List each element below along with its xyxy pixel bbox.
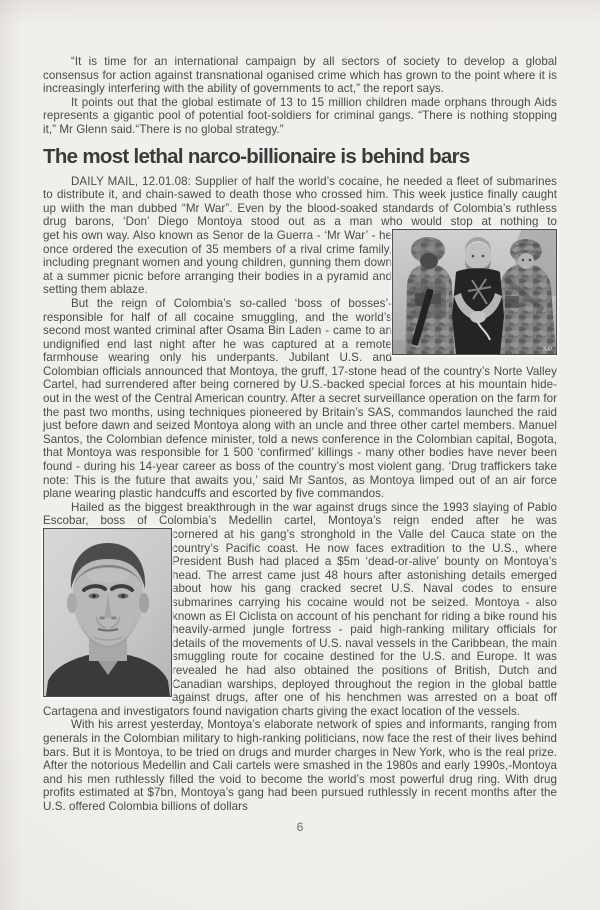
article-paragraph-4: With his arrest yesterday, Montoya’s elaborate network of spies and informants, ranging from generals in the Colombian military to high-ranking politicians, now face the rest of their lives behind bars. But it is Montoya, to be tried on drugs and murder charges in New York, who is the real prize. After the notorious Medellin and Cali cartels were smashed in the 1980s and early 1990s,-Montoya and his men ruthlessly filled the void to become the world’s most powerful drug ring. With drug profits estimated at $7bn, Montoya’s gang had been pursued ruthlessly in recent months after the U.S. offered Colombia billions of dollars [43,718,557,813]
intro-paragraph-2: It points out that the global estimate of 13 to 15 million children made orphans through Aids represents a gigantic pool of potential foot-soldiers for criminal gangs. “There is nothing stopping it,” Mr Glenn said.“There is no global strategy.” [43,95,557,136]
article-paragraph-2: But the reign of Colombia’s so-called ‘boss of bosses’- responsible for half of all cocaine smuggling, and the world’s second most wanted criminal after Osama Bin Laden - came to an undignified end last night after he was captured at a remote farmhouse wearing only his underpants. Jubilant U.S. and Colombian officials announced that Montoya, the gruff, 17-stone head of the country’s Norte Valley Cartel, had surrendered after being cornered by U.S.-backed special forces at his mountain hide-out in the west of the Central American country. After a secret surveillance operation on the farm for the past two months, using techniques pioneered by Britain’s SAS, commandos launched the raid just before dawn and seized Montoya along with an uncle and three other cartel members. Manuel Santos, the Colombian defence minister, told a news conference in the Colombian capital, Bogota, that Montoya was responsible for 1 500 ‘confirmed’ killings - many other bodies have never been found - during his 14-year career as boss of the country’s most violent gang. ‘Drug traffickers take note: This is the future that awaits you,’ said Mr Santos, as Montoya limped out of an air force plane wearing plastic handcuffs and escorted by five commandos. [43,296,557,501]
article-paragraph-3-lead: Hailed as the biggest breakthrough in the war against drugs since the 1993 slaying of Pablo Escobar, boss of Colombia’s Medellin cartel, Montoya’s reign ended after he was [43,500,557,528]
article-paragraph-1-rest: get his own way. Also known as Senor de la Guerra - ‘Mr War’ - he once ordered the execution of 35 members of a rival crime family, including pregnant women and young children, gunning them down at a summer picnic before arranging their bodies in a pyramid and setting them ablaze. [43,228,392,297]
intro-paragraph-1: “It is time for an international campaign by all sectors of society to develop a global consensus for action against transnational oganised crime which has grown to the point where it is increasingly interfering with the ability of governments to act,” the report says. [43,55,557,96]
photo-credit: AP [543,345,553,353]
mugshot-photo-image [44,529,171,696]
article-headline: The most lethal narco-billionaire is behind bars [43,144,470,168]
arrest-photo-image [393,230,556,354]
page-content [43,0,557,834]
mugshot-photo [43,528,172,697]
arrest-photo [392,229,557,355]
article-body [43,175,557,814]
article-paragraph-3-rest: cornered at his gang’s stronghold in the Valle del Cauca state on the country’s Pacific coast. He now faces extradition to the U.S., where President Bush had placed a $5m ‘dead-or-alive’ bounty on Montoya’s head. The arrest came just 48 hours after astonishing details emerged about how his gang cracked secret U.S. Naval codes to ensure submarines carrying his cocaine would not be seized. Montoya - also known as El Ciclista on account of his penchant for riding a bike round his heavily-armed jungle fortress - paid high-ranking military officials for details of the movements of U.S. naval vessels in the Caribbean, the main smuggling route for cocaine destined for the U.S. and Europe. It was revealed he had also obtained the positions of British, Dutch and Canadian warships, deployed throughout the region in the global battle against drugs, after one of his henchmen was arrested on a boat off Cartagena and investigators found navigation charts giving the exact location of the vessels. [43,528,557,718]
article-paragraph-1-lead: DAILY MAIL, 12.01.08: Supplier of half the world’s cocaine, he needed a fleet of submarines to distribute it, and chain-sawed to death those who crossed him. This week justice finally caught up wiith the man dubbed “Mr War”. Even by the blood-soaked standards of Colombia’s ruthless drug barons, ‘Don’ Diego Montoya stood out as a man who would stop at nothing to [43,174,557,229]
page-number: 6 [296,820,304,835]
